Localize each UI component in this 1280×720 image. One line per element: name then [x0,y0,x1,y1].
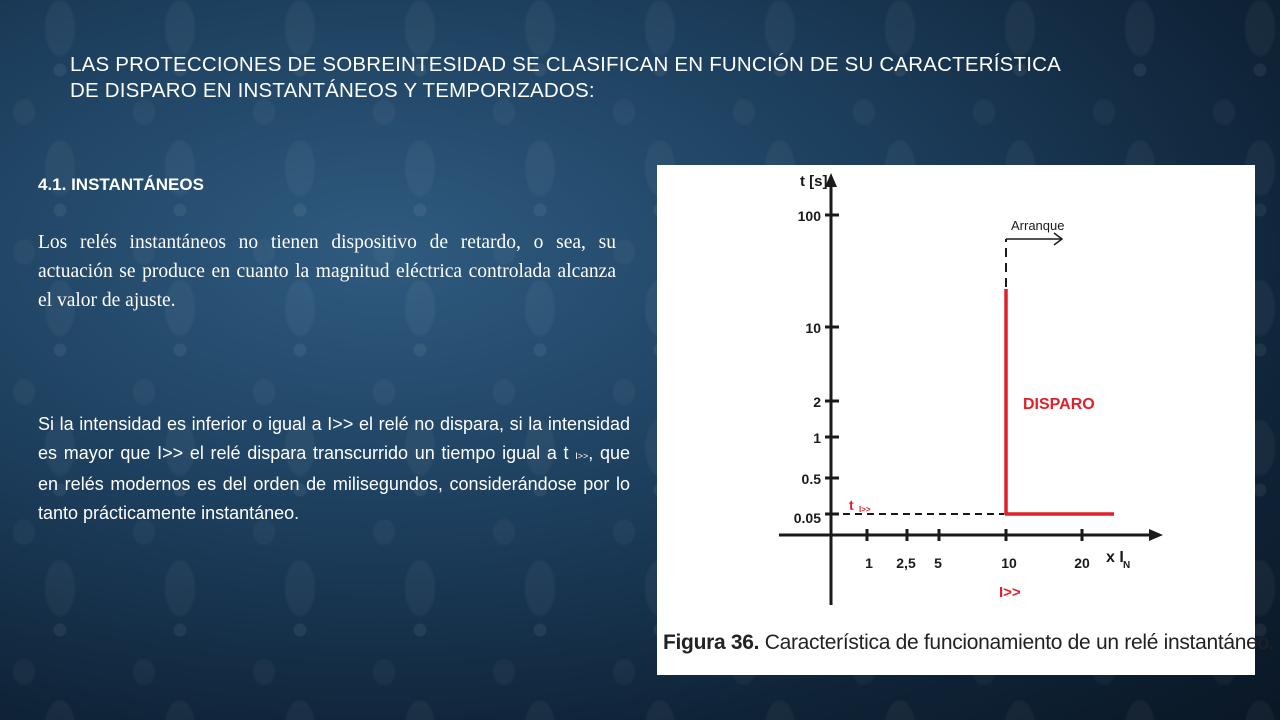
paragraph-definition: Los relés instantáneos no tienen dispositivo de retardo, o sea, su actuación se produce en cuanto la magnitud eléctrica controlada alcanza el valor de ajuste. [38,232,616,311]
t-label-sub: I>> [859,505,871,514]
y-axis-label: t [s] [800,173,828,190]
y-tick-labels [794,208,821,526]
trip-label: DISPARO [1023,396,1095,413]
x-axis-label: x I [1106,549,1124,566]
y-tick-label: 0.5 [801,471,821,487]
x-axis-sub: N [1123,560,1131,571]
x-axis-arrow [1149,529,1163,541]
x-tick-labels [865,555,1090,571]
figure-caption [663,631,1275,655]
t-label: t [849,497,854,513]
section-heading: 4.1. INSTANTÁNEOS [38,175,204,194]
x-tick-label: 10 [1001,555,1017,571]
start-label: Arranque [1011,218,1065,233]
relay-characteristic-figure [657,165,1275,675]
slide-title [70,52,1230,104]
figure-caption-text: Característica de funcionamiento de un relé instantáneo. [759,631,1275,654]
relay-characteristic-chart [657,165,1255,625]
y-tick-label: 0.05 [793,510,821,526]
y-tick-label: 100 [797,208,821,224]
y-tick-label: 1 [813,430,821,446]
y-tick-label: 2 [813,394,821,410]
x-tick-label: 1 [865,555,873,571]
slide-title-line-1: LAS PROTECCIONES DE SOBREINTESIDAD SE CLASIFICAN EN FUNCIÓN DE SU CARACTERÍSTICA [70,53,1062,76]
paragraph-operation-part-1: Si la intensidad es inferior o igual a I>> el relé no dispara, si la intensidad es mayor que I>> el relé dispara transcurrido un tiempo igual a t [38,414,630,463]
threshold-label: I>> [999,584,1021,601]
x-tick-label: 20 [1074,555,1090,571]
x-tick-label: 2,5 [896,555,916,571]
paragraph-operation [38,410,630,527]
paragraph-operation-part-2: , que en relés modernos es del orden de milisegundos, considerándose por lo tanto prácticamente instantáneo. [38,442,630,523]
paragraph-operation-subscript: I>> [575,450,589,461]
figure-caption-number: Figura 36. [663,631,760,654]
slide-title-line-2: DE DISPARO EN INSTANTÁNEOS Y TEMPORIZADOS: [70,79,595,102]
y-tick-label: 10 [805,320,821,336]
x-tick-label: 5 [934,555,942,571]
